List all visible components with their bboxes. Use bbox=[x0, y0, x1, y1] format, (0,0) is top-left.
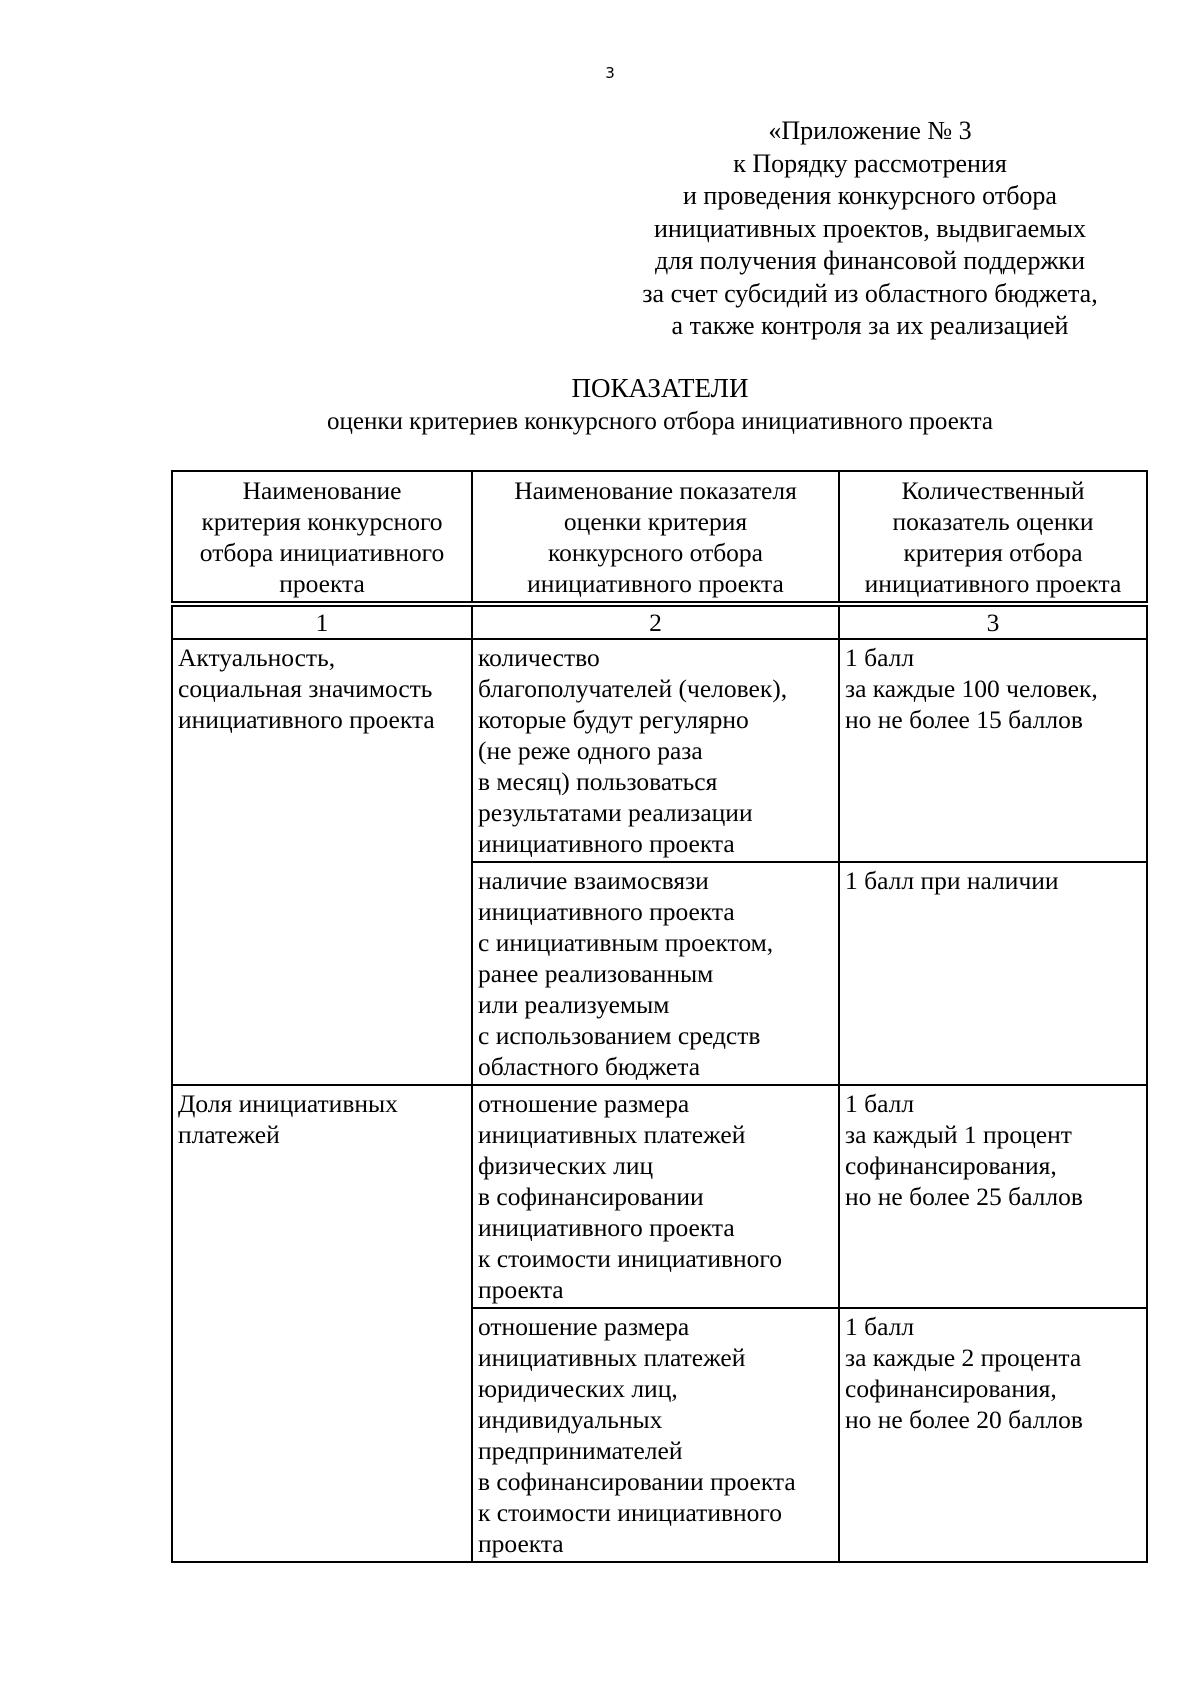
cell-line: софинансирования, bbox=[845, 1151, 1057, 1180]
column-number: 2 bbox=[472, 604, 839, 639]
cell-line: 1 балл bbox=[845, 643, 915, 672]
document-title: ПОКАЗАТЕЛИ bbox=[571, 373, 749, 403]
cell-line: 1 балл bbox=[845, 1312, 915, 1341]
cell-line: 1 балл bbox=[845, 1089, 915, 1118]
page-number: 3 bbox=[605, 64, 615, 82]
header-line: показатель оценки bbox=[892, 507, 1094, 536]
indicator-name-cell bbox=[472, 639, 839, 862]
indicator-name-cell bbox=[472, 1085, 839, 1308]
criterion-name-cell bbox=[172, 639, 472, 1085]
cell-line: Актуальность, bbox=[178, 643, 336, 672]
cell-line: инициативного проекта bbox=[478, 1213, 735, 1242]
column-number: 3 bbox=[839, 604, 1147, 639]
appendix-line: для получения финансовой поддержки bbox=[655, 246, 1085, 275]
appendix-header bbox=[600, 115, 1140, 343]
appendix-line: а также контроля за их реализацией bbox=[671, 311, 1069, 340]
cell-line: наличие взаимосвязи bbox=[478, 866, 709, 895]
cell-line: юридических лиц, bbox=[478, 1374, 678, 1403]
cell-line: физических лиц bbox=[478, 1151, 654, 1180]
header-line: оценки критерия bbox=[563, 507, 748, 536]
header-quantitative-score bbox=[839, 471, 1147, 604]
table-row bbox=[172, 1085, 1147, 1308]
indicator-name-cell bbox=[472, 1308, 839, 1562]
cell-line: предпринимателей bbox=[478, 1436, 683, 1465]
cell-line: которые будут регулярно bbox=[478, 705, 749, 734]
document-subtitle: оценки критериев конкурсного отбора инициативного проекта bbox=[327, 408, 993, 435]
cell-line: в софинансировании проекта bbox=[478, 1467, 796, 1496]
header-line: отбора инициативного bbox=[199, 538, 445, 567]
header-line: конкурсного отбора bbox=[547, 538, 764, 567]
appendix-line: и проведения конкурсного отбора bbox=[683, 181, 1057, 210]
cell-line: платежей bbox=[178, 1120, 280, 1149]
cell-line: инициативных платежей bbox=[478, 1343, 746, 1372]
score-cell bbox=[839, 862, 1147, 1085]
cell-line: но не более 15 баллов bbox=[845, 705, 1083, 734]
header-line: критерия конкурсного bbox=[201, 507, 443, 536]
cell-line: с использованием средств bbox=[478, 1021, 761, 1050]
score-cell bbox=[839, 1308, 1147, 1562]
header-line: инициативного проекта bbox=[864, 569, 1122, 598]
header-line: проекта bbox=[279, 569, 365, 598]
cell-line: инициативных платежей bbox=[478, 1120, 746, 1149]
header-criterion-name bbox=[172, 471, 472, 604]
cell-line: в софинансировании bbox=[478, 1182, 704, 1211]
cell-line: отношение размера bbox=[478, 1312, 690, 1341]
column-number: 1 bbox=[172, 604, 472, 639]
cell-line: социальная значимость bbox=[178, 674, 433, 703]
cell-line: ранее реализованным bbox=[478, 959, 714, 988]
criterion-name-cell bbox=[172, 1085, 472, 1562]
appendix-line: «Приложение № 3 bbox=[768, 116, 972, 145]
header-line: Наименование показателя bbox=[514, 476, 797, 505]
header-line: Наименование bbox=[242, 476, 402, 505]
cell-line: (не реже одного раза bbox=[478, 736, 703, 765]
cell-line: к стоимости инициативного bbox=[478, 1244, 782, 1273]
cell-line: результатами реализации bbox=[478, 798, 753, 827]
header-indicator-name bbox=[472, 471, 839, 604]
appendix-line: инициативных проектов, выдвигаемых bbox=[653, 213, 1087, 243]
cell-line: но не более 25 баллов bbox=[845, 1182, 1083, 1211]
cell-line: но не более 20 баллов bbox=[845, 1405, 1083, 1434]
criteria-table bbox=[171, 470, 1148, 1563]
cell-line: проекта bbox=[478, 1275, 564, 1304]
cell-line: областного бюджета bbox=[478, 1052, 701, 1081]
cell-line: инициативного проекта bbox=[178, 705, 435, 734]
cell-line: 1 балл при наличии bbox=[845, 866, 1059, 895]
appendix-line: за счет субсидий из областного бюджета, bbox=[642, 278, 1098, 308]
header-line: Количественный bbox=[901, 476, 1085, 505]
cell-line: инициативного проекта bbox=[478, 897, 735, 926]
score-cell bbox=[839, 639, 1147, 862]
header-line: критерия отбора bbox=[903, 538, 1083, 567]
cell-line: Доля инициативных bbox=[178, 1089, 398, 1118]
header-line: инициативного проекта bbox=[527, 569, 784, 598]
cell-line: благополучателей (человек), bbox=[478, 674, 788, 703]
cell-line: инициативного проекта bbox=[478, 829, 735, 858]
indicator-name-cell bbox=[472, 862, 839, 1085]
table-row bbox=[172, 639, 1147, 862]
cell-line: за каждые 100 человек, bbox=[845, 674, 1098, 703]
cell-line: софинансирования, bbox=[845, 1374, 1057, 1403]
cell-line: за каждые 2 процента bbox=[845, 1343, 1082, 1372]
cell-line: отношение размера bbox=[478, 1089, 690, 1118]
table-header-row bbox=[172, 471, 1147, 604]
cell-line: проекта bbox=[478, 1529, 564, 1558]
cell-line: или реализуемым bbox=[478, 990, 670, 1019]
cell-line: с инициативным проектом, bbox=[478, 928, 774, 957]
cell-line: за каждый 1 процент bbox=[845, 1120, 1072, 1149]
appendix-line: к Порядку рассмотрения bbox=[733, 148, 1007, 178]
cell-line: количество bbox=[478, 643, 600, 672]
score-cell bbox=[839, 1085, 1147, 1308]
cell-line: к стоимости инициативного bbox=[478, 1498, 782, 1527]
column-number-row bbox=[172, 604, 1147, 639]
cell-line: в месяц) пользоваться bbox=[478, 767, 718, 796]
cell-line: индивидуальных bbox=[478, 1405, 663, 1434]
